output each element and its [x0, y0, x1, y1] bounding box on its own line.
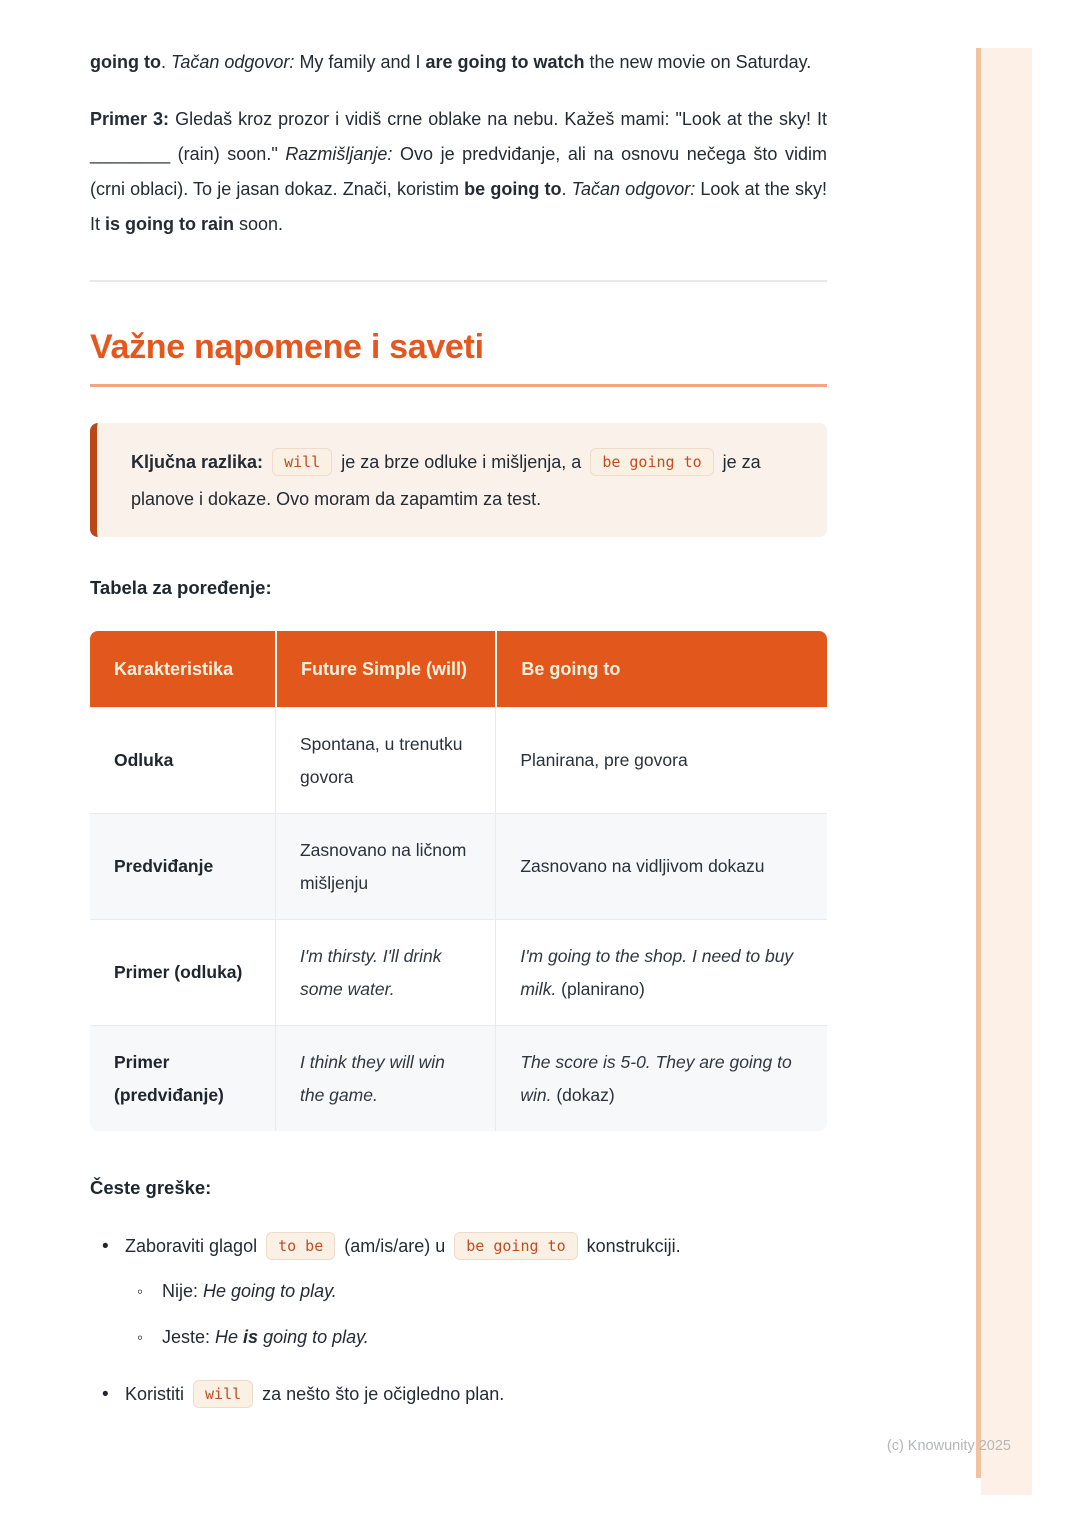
code-badge-to-be: to be	[266, 1232, 335, 1260]
document-content	[90, 0, 827, 1434]
table-row-odluka: Odluka Spontana, u trenutku govora Planirana, pre govora	[90, 707, 827, 813]
table-header-be-going-to: Be going to	[495, 631, 827, 707]
comparison-table	[90, 631, 827, 1131]
code-badge-be-going-to-2: be going to	[454, 1232, 577, 1260]
page-edge-stripe	[981, 48, 1032, 1495]
callout-text-tail: je za planove i dokaze. Ovo moram da zapamtim za test.	[131, 452, 761, 509]
code-badge-be-going-to: be going to	[590, 448, 713, 476]
mistake-item-forget-to-be: • Zaboraviti glagol to be (am/is/are) u be going to konstrukciji. ◦ Nije: He going to play. ◦ Jeste: He is going to play.	[90, 1229, 827, 1355]
section-title: Važne napomene i saveti	[90, 326, 827, 387]
table-header-row	[90, 631, 827, 707]
table-row-predvidjanje: Predviđanje Zasnovano na ličnom mišljenju Zasnovano na vidljivom dokazu	[90, 813, 827, 919]
mistake-wrong-example: ◦ Nije: He going to play.	[125, 1274, 827, 1309]
mistake-item-will-for-plan: • Koristiti will za nešto što je očigledno plan.	[90, 1377, 827, 1412]
mistakes-list	[90, 1229, 827, 1412]
section-divider	[90, 280, 827, 282]
paragraph-primer3: Primer 3: Gledaš kroz prozor i vidiš crne oblake na nebu. Kažeš mami: "Look at the sky! It ________ (rain) soon." Razmišljanje: Ovo je predviđanje, ali na osnovu nečega što vidim (crni oblaci). To je jasan dokaz. Znači, koristim be going to. Tačan odgovor: Look at the sky! It is going to rain soon.	[90, 109, 827, 234]
callout-lead: Ključna razlika:	[131, 452, 264, 472]
code-badge-will: will	[272, 448, 332, 476]
paragraph-primer2-answer: going to. Tačan odgovor: My family and I are going to watch the new movie on Saturday.	[90, 52, 812, 72]
table-row-primer-predvidjanje: Primer (predviđanje) I think they will win the game. The score is 5-0. They are going to win. (dokaz)	[90, 1025, 827, 1131]
table-header-karakteristika: Karakteristika	[90, 631, 275, 707]
common-mistakes-label: Česte greške:	[90, 1177, 212, 1198]
mistake-sublist	[125, 1274, 827, 1355]
key-difference-callout	[90, 423, 827, 537]
page-edge-stripe-line	[976, 48, 981, 1478]
code-badge-will-2: will	[193, 1380, 253, 1408]
copyright-note: (c) Knowunity 2025	[886, 1438, 1011, 1454]
comparison-table-label: Tabela za poređenje:	[90, 577, 272, 598]
table-header-future-simple: Future Simple (will)	[275, 631, 495, 707]
mistake-correct-example: ◦ Jeste: He is going to play.	[125, 1320, 827, 1355]
table-row-primer-odluka: Primer (odluka) I'm thirsty. I'll drink some water. I'm going to the shop. I need to buy milk. (planirano)	[90, 919, 827, 1025]
callout-text: je za brze odluke i mišljenja, a	[336, 452, 587, 472]
